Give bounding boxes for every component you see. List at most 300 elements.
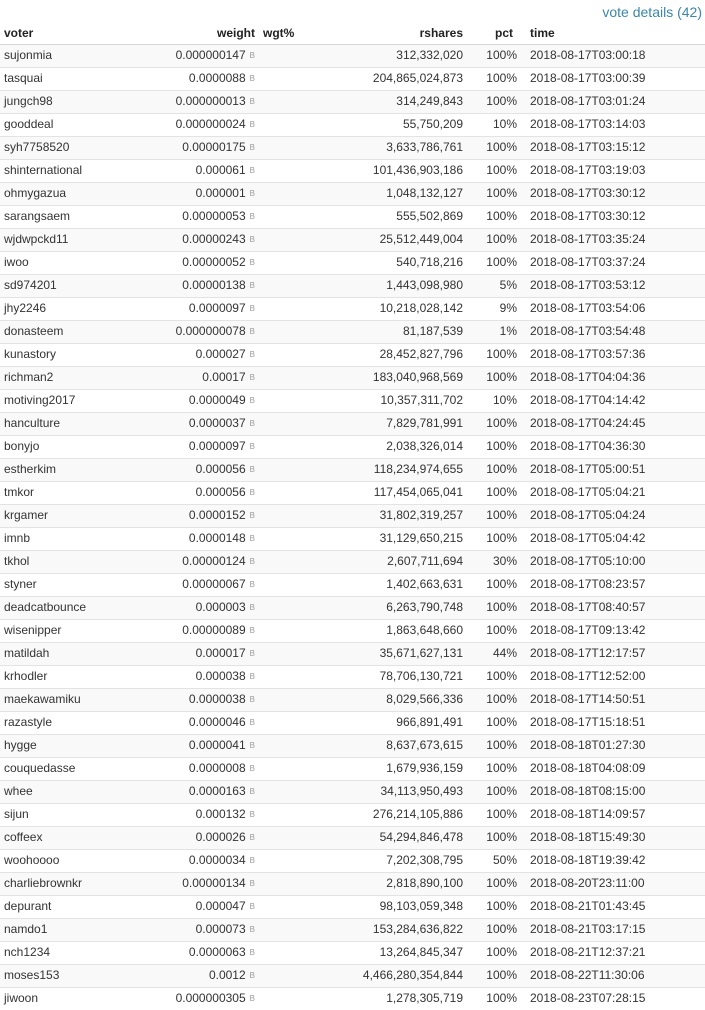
- weight-cell: [125, 826, 259, 849]
- table-row: [0, 182, 705, 205]
- votes-table-body: [0, 44, 705, 1010]
- time-cell: 2018-08-21T03:17:15: [521, 918, 705, 941]
- weight-unit-icon: B: [249, 809, 255, 819]
- time-cell: 2018-08-17T15:18:51: [521, 711, 705, 734]
- weight-unit-icon: B: [249, 96, 255, 106]
- table-row: [0, 527, 705, 550]
- rshares-cell: 966,891,491: [339, 711, 467, 734]
- weight-cell: [125, 44, 259, 67]
- weight-cell: [125, 182, 259, 205]
- time-cell: 2018-08-17T03:54:06: [521, 297, 705, 320]
- weight-cell: [125, 987, 259, 1010]
- voter-cell[interactable]: wisenipper: [0, 619, 125, 642]
- rshares-cell: 35,671,627,131: [339, 642, 467, 665]
- weight-cell: [125, 389, 259, 412]
- pct-cell: 30%: [467, 550, 521, 573]
- weight-unit-icon: B: [249, 740, 255, 750]
- wgt-pct-cell: [259, 734, 339, 757]
- rshares-cell: 1,278,305,719: [339, 987, 467, 1010]
- weight-unit-icon: B: [249, 50, 255, 60]
- weight-cell: [125, 504, 259, 527]
- weight-value: 0.000000078: [175, 323, 246, 338]
- voter-cell[interactable]: estherkim: [0, 458, 125, 481]
- voter-cell[interactable]: sd974201: [0, 274, 125, 297]
- wgt-pct-cell: [259, 573, 339, 596]
- weight-value: 0.00000089: [182, 622, 246, 637]
- wgt-pct-cell: [259, 596, 339, 619]
- pct-cell: 50%: [467, 849, 521, 872]
- weight-value: 0.000017: [195, 645, 246, 660]
- time-cell: 2018-08-17T03:35:24: [521, 228, 705, 251]
- time-cell: 2018-08-17T03:30:12: [521, 205, 705, 228]
- weight-unit-icon: B: [249, 257, 255, 267]
- time-cell: 2018-08-17T09:13:42: [521, 619, 705, 642]
- rshares-cell: 7,202,308,795: [339, 849, 467, 872]
- weight-cell: [125, 941, 259, 964]
- weight-value: 0.000073: [195, 921, 246, 936]
- voter-cell[interactable]: tkhol: [0, 550, 125, 573]
- wgt-pct-cell: [259, 987, 339, 1010]
- table-row: [0, 596, 705, 619]
- column-header-pct[interactable]: pct: [467, 24, 521, 44]
- table-row: [0, 412, 705, 435]
- weight-value: 0.00000124: [182, 553, 246, 568]
- weight-cell: [125, 918, 259, 941]
- weight-cell: [125, 366, 259, 389]
- time-cell: 2018-08-17T05:04:24: [521, 504, 705, 527]
- weight-value: 0.000132: [195, 806, 246, 821]
- table-row: [0, 688, 705, 711]
- weight-unit-icon: B: [249, 395, 255, 405]
- voter-cell[interactable]: wjdwpckd11: [0, 228, 125, 251]
- time-cell: 2018-08-18T01:27:30: [521, 734, 705, 757]
- voter-cell[interactable]: coffeex: [0, 826, 125, 849]
- pct-cell: 5%: [467, 274, 521, 297]
- rshares-cell: 3,633,786,761: [339, 136, 467, 159]
- table-row: [0, 44, 705, 67]
- column-header-weight[interactable]: weight: [125, 24, 259, 44]
- wgt-pct-cell: [259, 941, 339, 964]
- table-row: [0, 481, 705, 504]
- pct-cell: 100%: [467, 757, 521, 780]
- wgt-pct-cell: [259, 159, 339, 182]
- table-row: [0, 711, 705, 734]
- table-row: [0, 550, 705, 573]
- voter-cell[interactable]: imnb: [0, 527, 125, 550]
- weight-value: 0.0000049: [188, 392, 246, 407]
- pct-cell: 100%: [467, 228, 521, 251]
- weight-cell: [125, 435, 259, 458]
- pct-cell: 100%: [467, 504, 521, 527]
- time-cell: 2018-08-18T08:15:00: [521, 780, 705, 803]
- voter-cell[interactable]: krhodler: [0, 665, 125, 688]
- weight-unit-icon: B: [249, 625, 255, 635]
- wgt-pct-cell: [259, 136, 339, 159]
- table-row: [0, 251, 705, 274]
- voter-cell[interactable]: sijun: [0, 803, 125, 826]
- vote-details-label: vote details: [602, 4, 674, 20]
- table-row: [0, 159, 705, 182]
- vote-details-header: [0, 0, 705, 24]
- pct-cell: 100%: [467, 596, 521, 619]
- weight-cell: [125, 734, 259, 757]
- weight-value: 0.000056: [195, 484, 246, 499]
- wgt-pct-cell: [259, 918, 339, 941]
- column-header-wgt-pct[interactable]: wgt%: [259, 24, 339, 44]
- wgt-pct-cell: [259, 435, 339, 458]
- weight-unit-icon: B: [249, 648, 255, 658]
- rshares-cell: 8,637,673,615: [339, 734, 467, 757]
- weight-cell: [125, 573, 259, 596]
- weight-unit-icon: B: [249, 993, 255, 1003]
- pct-cell: 100%: [467, 412, 521, 435]
- rshares-cell: 10,357,311,702: [339, 389, 467, 412]
- voter-cell[interactable]: styner: [0, 573, 125, 596]
- weight-unit-icon: B: [249, 73, 255, 83]
- wgt-pct-cell: [259, 711, 339, 734]
- wgt-pct-cell: [259, 412, 339, 435]
- rshares-cell: 101,436,903,186: [339, 159, 467, 182]
- wgt-pct-cell: [259, 343, 339, 366]
- votes-table: [0, 24, 705, 1010]
- column-header-rshares[interactable]: rshares: [339, 24, 467, 44]
- votes-table-header-row: [0, 24, 705, 44]
- wgt-pct-cell: [259, 849, 339, 872]
- time-cell: 2018-08-18T04:08:09: [521, 757, 705, 780]
- wgt-pct-cell: [259, 550, 339, 573]
- wgt-pct-cell: [259, 44, 339, 67]
- time-cell: 2018-08-17T03:57:36: [521, 343, 705, 366]
- voter-cell[interactable]: couquedasse: [0, 757, 125, 780]
- pct-cell: 100%: [467, 90, 521, 113]
- voter-cell[interactable]: depurant: [0, 895, 125, 918]
- pct-cell: 10%: [467, 389, 521, 412]
- voter-cell[interactable]: kunastory: [0, 343, 125, 366]
- voter-cell[interactable]: matildah: [0, 642, 125, 665]
- pct-cell: 100%: [467, 573, 521, 596]
- time-cell: 2018-08-17T04:14:42: [521, 389, 705, 412]
- column-header-time[interactable]: time: [521, 24, 705, 44]
- weight-cell: [125, 412, 259, 435]
- rshares-cell: 7,829,781,991: [339, 412, 467, 435]
- voter-cell[interactable]: gooddeal: [0, 113, 125, 136]
- time-cell: 2018-08-17T03:19:03: [521, 159, 705, 182]
- pct-cell: 100%: [467, 366, 521, 389]
- table-row: [0, 320, 705, 343]
- wgt-pct-cell: [259, 182, 339, 205]
- weight-unit-icon: B: [249, 901, 255, 911]
- weight-cell: [125, 228, 259, 251]
- voter-cell[interactable]: maekawamiku: [0, 688, 125, 711]
- voter-cell[interactable]: whee: [0, 780, 125, 803]
- pct-cell: 100%: [467, 619, 521, 642]
- weight-unit-icon: B: [249, 188, 255, 198]
- weight-value: 0.00000138: [182, 277, 246, 292]
- weight-unit-icon: B: [249, 556, 255, 566]
- weight-unit-icon: B: [249, 487, 255, 497]
- time-cell: 2018-08-21T01:43:45: [521, 895, 705, 918]
- pct-cell: 100%: [467, 826, 521, 849]
- weight-cell: [125, 90, 259, 113]
- weight-unit-icon: B: [249, 234, 255, 244]
- table-row: [0, 274, 705, 297]
- weight-value: 0.0000038: [188, 691, 246, 706]
- rshares-cell: 555,502,869: [339, 205, 467, 228]
- pct-cell: 100%: [467, 182, 521, 205]
- voter-cell[interactable]: syh7758520: [0, 136, 125, 159]
- time-cell: 2018-08-20T23:11:00: [521, 872, 705, 895]
- voter-cell[interactable]: iwoo: [0, 251, 125, 274]
- weight-value: 0.0000008: [188, 760, 246, 775]
- weight-cell: [125, 849, 259, 872]
- table-row: [0, 642, 705, 665]
- voter-cell[interactable]: jiwoon: [0, 987, 125, 1010]
- weight-value: 0.00000053: [182, 208, 246, 223]
- voter-cell[interactable]: hygge: [0, 734, 125, 757]
- table-row: [0, 435, 705, 458]
- rshares-cell: 312,332,020: [339, 44, 467, 67]
- table-row: [0, 780, 705, 803]
- rshares-cell: 13,264,845,347: [339, 941, 467, 964]
- rshares-cell: 183,040,968,569: [339, 366, 467, 389]
- weight-unit-icon: B: [249, 211, 255, 221]
- weight-cell: [125, 297, 259, 320]
- time-cell: 2018-08-17T03:53:12: [521, 274, 705, 297]
- weight-unit-icon: B: [249, 280, 255, 290]
- weight-unit-icon: B: [249, 602, 255, 612]
- weight-value: 0.00000052: [182, 254, 246, 269]
- time-cell: 2018-08-18T15:49:30: [521, 826, 705, 849]
- table-row: [0, 619, 705, 642]
- wgt-pct-cell: [259, 826, 339, 849]
- time-cell: 2018-08-17T03:00:18: [521, 44, 705, 67]
- weight-cell: [125, 665, 259, 688]
- voter-cell[interactable]: shinternational: [0, 159, 125, 182]
- weight-unit-icon: B: [249, 855, 255, 865]
- pct-cell: 100%: [467, 872, 521, 895]
- voter-cell[interactable]: donasteem: [0, 320, 125, 343]
- voter-cell[interactable]: charliebrownkr: [0, 872, 125, 895]
- rshares-cell: 1,048,132,127: [339, 182, 467, 205]
- table-row: [0, 67, 705, 90]
- weight-unit-icon: B: [249, 694, 255, 704]
- pct-cell: 100%: [467, 987, 521, 1010]
- weight-value: 0.000038: [195, 668, 246, 683]
- pct-cell: 100%: [467, 67, 521, 90]
- weight-value: 0.0000046: [188, 714, 246, 729]
- voter-cell[interactable]: motiving2017: [0, 389, 125, 412]
- table-row: [0, 228, 705, 251]
- voter-cell[interactable]: krgamer: [0, 504, 125, 527]
- pct-cell: 100%: [467, 964, 521, 987]
- weight-cell: [125, 895, 259, 918]
- time-cell: 2018-08-17T05:10:00: [521, 550, 705, 573]
- voter-cell[interactable]: tmkor: [0, 481, 125, 504]
- voter-cell[interactable]: sujonmia: [0, 44, 125, 67]
- pct-cell: 100%: [467, 481, 521, 504]
- table-row: [0, 803, 705, 826]
- rshares-cell: 2,038,326,014: [339, 435, 467, 458]
- voter-cell[interactable]: hanculture: [0, 412, 125, 435]
- table-row: [0, 113, 705, 136]
- weight-value: 0.000026: [195, 829, 246, 844]
- weight-value: 0.0000041: [188, 737, 246, 752]
- table-row: [0, 458, 705, 481]
- rshares-cell: 28,452,827,796: [339, 343, 467, 366]
- rshares-cell: 31,129,650,215: [339, 527, 467, 550]
- voter-cell[interactable]: nch1234: [0, 941, 125, 964]
- table-row: [0, 895, 705, 918]
- pct-cell: 100%: [467, 803, 521, 826]
- weight-cell: [125, 527, 259, 550]
- weight-unit-icon: B: [249, 303, 255, 313]
- time-cell: 2018-08-17T03:00:39: [521, 67, 705, 90]
- wgt-pct-cell: [259, 205, 339, 228]
- weight-unit-icon: B: [249, 441, 255, 451]
- weight-unit-icon: B: [249, 372, 255, 382]
- rshares-cell: 118,234,974,655: [339, 458, 467, 481]
- table-row: [0, 918, 705, 941]
- pct-cell: 100%: [467, 665, 521, 688]
- voter-cell[interactable]: moses153: [0, 964, 125, 987]
- time-cell: 2018-08-23T07:28:15: [521, 987, 705, 1010]
- weight-value: 0.0000088: [188, 70, 246, 85]
- rshares-cell: 1,402,663,631: [339, 573, 467, 596]
- pct-cell: 9%: [467, 297, 521, 320]
- weight-cell: [125, 803, 259, 826]
- wgt-pct-cell: [259, 688, 339, 711]
- weight-cell: [125, 780, 259, 803]
- weight-unit-icon: B: [249, 763, 255, 773]
- table-row: [0, 987, 705, 1010]
- weight-cell: [125, 964, 259, 987]
- weight-value: 0.00000175: [182, 139, 246, 154]
- time-cell: 2018-08-17T04:36:30: [521, 435, 705, 458]
- rshares-cell: 117,454,065,041: [339, 481, 467, 504]
- weight-value: 0.0012: [208, 967, 246, 982]
- wgt-pct-cell: [259, 642, 339, 665]
- voter-cell[interactable]: bonyjo: [0, 435, 125, 458]
- rshares-cell: 81,187,539: [339, 320, 467, 343]
- weight-unit-icon: B: [249, 349, 255, 359]
- rshares-cell: 1,443,098,980: [339, 274, 467, 297]
- weight-value: 0.000027: [195, 346, 246, 361]
- rshares-cell: 31,802,319,257: [339, 504, 467, 527]
- weight-value: 0.000056: [195, 461, 246, 476]
- rshares-cell: 1,863,648,660: [339, 619, 467, 642]
- time-cell: 2018-08-17T12:52:00: [521, 665, 705, 688]
- weight-value: 0.0000163: [188, 783, 246, 798]
- pct-cell: 1%: [467, 320, 521, 343]
- voter-cell[interactable]: ohmygazua: [0, 182, 125, 205]
- voter-cell[interactable]: jhy2246: [0, 297, 125, 320]
- weight-unit-icon: B: [249, 717, 255, 727]
- weight-cell: [125, 343, 259, 366]
- vote-details-count: (42): [677, 4, 702, 20]
- vote-details-link[interactable]: [602, 4, 702, 20]
- table-row: [0, 941, 705, 964]
- weight-cell: [125, 550, 259, 573]
- rshares-cell: 276,214,105,886: [339, 803, 467, 826]
- wgt-pct-cell: [259, 458, 339, 481]
- voter-cell[interactable]: deadcatbounce: [0, 596, 125, 619]
- time-cell: 2018-08-17T04:24:45: [521, 412, 705, 435]
- wgt-pct-cell: [259, 619, 339, 642]
- weight-value: 0.0000097: [188, 300, 246, 315]
- weight-cell: [125, 458, 259, 481]
- weight-value: 0.0000152: [188, 507, 246, 522]
- weight-unit-icon: B: [249, 533, 255, 543]
- weight-value: 0.0000034: [188, 852, 246, 867]
- wgt-pct-cell: [259, 366, 339, 389]
- voter-cell[interactable]: razastyle: [0, 711, 125, 734]
- weight-cell: [125, 619, 259, 642]
- weight-value: 0.000061: [195, 162, 246, 177]
- wgt-pct-cell: [259, 504, 339, 527]
- rshares-cell: 10,218,028,142: [339, 297, 467, 320]
- wgt-pct-cell: [259, 780, 339, 803]
- table-row: [0, 205, 705, 228]
- rshares-cell: 6,263,790,748: [339, 596, 467, 619]
- weight-unit-icon: B: [249, 832, 255, 842]
- voter-cell[interactable]: richman2: [0, 366, 125, 389]
- time-cell: 2018-08-17T08:23:57: [521, 573, 705, 596]
- time-cell: 2018-08-18T19:39:42: [521, 849, 705, 872]
- weight-cell: [125, 757, 259, 780]
- wgt-pct-cell: [259, 297, 339, 320]
- column-header-voter[interactable]: voter: [0, 24, 125, 44]
- weight-unit-icon: B: [249, 579, 255, 589]
- pct-cell: 100%: [467, 435, 521, 458]
- rshares-cell: 314,249,843: [339, 90, 467, 113]
- rshares-cell: 34,113,950,493: [339, 780, 467, 803]
- pct-cell: 100%: [467, 136, 521, 159]
- weight-cell: [125, 251, 259, 274]
- weight-value: 0.0000097: [188, 438, 246, 453]
- pct-cell: 100%: [467, 159, 521, 182]
- wgt-pct-cell: [259, 895, 339, 918]
- rshares-cell: 98,103,059,348: [339, 895, 467, 918]
- rshares-cell: 540,718,216: [339, 251, 467, 274]
- wgt-pct-cell: [259, 527, 339, 550]
- table-row: [0, 136, 705, 159]
- weight-value: 0.0000148: [188, 530, 246, 545]
- pct-cell: 100%: [467, 343, 521, 366]
- weight-cell: [125, 136, 259, 159]
- time-cell: 2018-08-21T12:37:21: [521, 941, 705, 964]
- voter-cell[interactable]: sarangsaem: [0, 205, 125, 228]
- rshares-cell: 2,607,711,694: [339, 550, 467, 573]
- table-row: [0, 366, 705, 389]
- weight-value: 0.000003: [195, 599, 246, 614]
- pct-cell: 100%: [467, 458, 521, 481]
- weight-unit-icon: B: [249, 970, 255, 980]
- voter-cell[interactable]: namdo1: [0, 918, 125, 941]
- voter-cell[interactable]: tasquai: [0, 67, 125, 90]
- voter-cell[interactable]: jungch98: [0, 90, 125, 113]
- weight-unit-icon: B: [249, 418, 255, 428]
- table-row: [0, 757, 705, 780]
- time-cell: 2018-08-17T08:40:57: [521, 596, 705, 619]
- pct-cell: 100%: [467, 895, 521, 918]
- pct-cell: 100%: [467, 251, 521, 274]
- weight-value: 0.000001: [195, 185, 246, 200]
- weight-cell: [125, 872, 259, 895]
- voter-cell[interactable]: woohoooo: [0, 849, 125, 872]
- weight-value: 0.0000037: [188, 415, 246, 430]
- weight-unit-icon: B: [249, 947, 255, 957]
- weight-value: 0.000000024: [175, 116, 246, 131]
